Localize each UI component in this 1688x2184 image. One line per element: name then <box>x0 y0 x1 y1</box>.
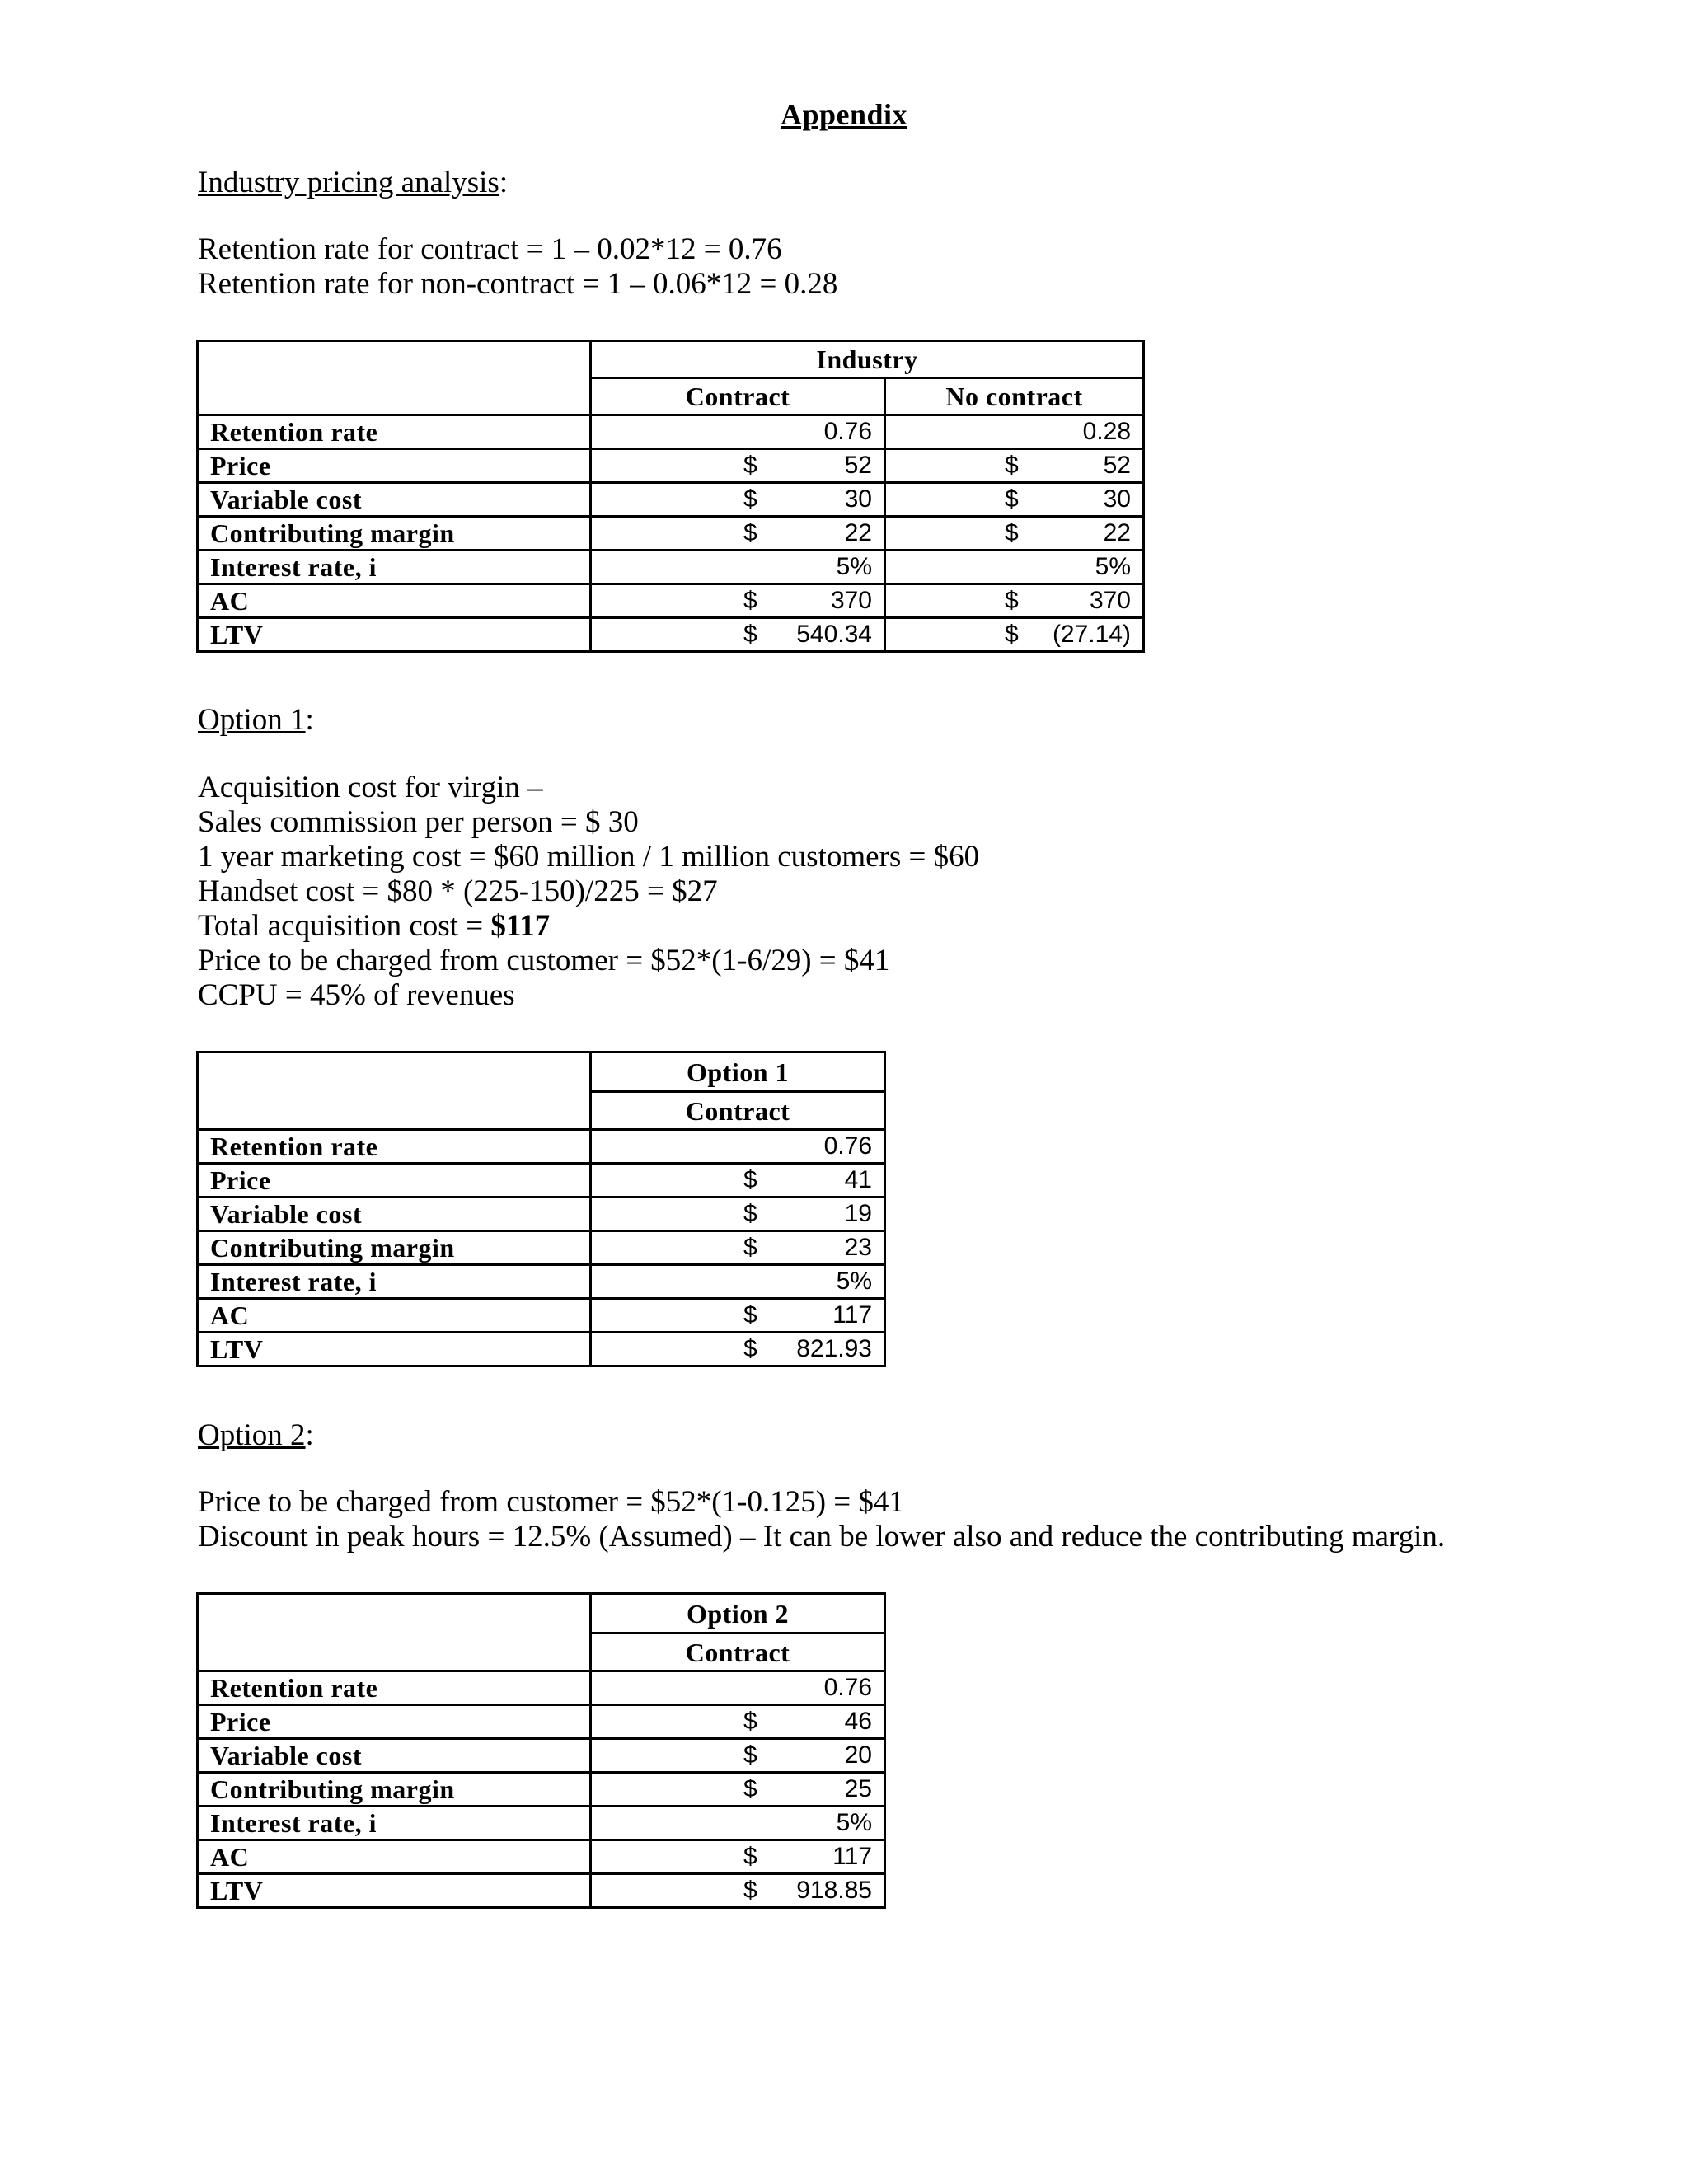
value-cell <box>885 517 1144 551</box>
cell-value: 370 <box>1089 587 1131 614</box>
column-header: No contract <box>885 378 1144 415</box>
text-line: Price to be charged from customer = $52*(1-0.125) = $41 <box>198 1485 904 1519</box>
row-label: Variable cost <box>198 483 591 517</box>
row-label: Variable cost <box>198 1739 591 1773</box>
table-row <box>198 1231 885 1265</box>
table-row <box>198 584 1144 618</box>
value-cell <box>591 1739 885 1773</box>
currency-symbol: $ <box>743 452 757 479</box>
option2-table <box>196 1592 886 1909</box>
text-line: Price to be charged from customer = $52*(1-6/29) = $41 <box>198 944 890 977</box>
row-label: Price <box>198 1705 591 1739</box>
table-row <box>198 1807 885 1840</box>
currency-symbol: $ <box>743 519 757 546</box>
currency-symbol: $ <box>743 1775 757 1802</box>
table-row <box>198 1739 885 1773</box>
table-row <box>198 1333 885 1366</box>
value-cell <box>591 1164 885 1197</box>
currency-symbol: $ <box>743 1741 757 1769</box>
currency-symbol: $ <box>1005 452 1019 479</box>
cell-value: 5% <box>836 1268 872 1295</box>
value-cell <box>591 1231 885 1265</box>
table-row <box>198 1705 885 1739</box>
cell-value: 117 <box>832 1301 872 1329</box>
value-cell <box>591 1265 885 1299</box>
table-corner <box>198 341 591 415</box>
table-row <box>198 517 1144 551</box>
industry-heading: Industry pricing analysis: <box>198 166 509 199</box>
text-line: Acquisition cost for virgin – <box>198 771 543 804</box>
table-row <box>198 1840 885 1874</box>
cell-value: 0.28 <box>1082 418 1131 445</box>
cell-value: 25 <box>844 1775 872 1802</box>
value-cell <box>591 517 885 551</box>
currency-symbol: $ <box>743 621 757 648</box>
table-row <box>198 1164 885 1197</box>
table-row <box>198 1773 885 1807</box>
table-row <box>198 551 1144 584</box>
value-cell <box>591 1773 885 1807</box>
cell-value: 52 <box>1103 452 1131 479</box>
value-cell <box>885 584 1144 618</box>
total-label: Total acquisition cost = <box>198 909 491 943</box>
table-corner <box>198 1052 591 1130</box>
value-cell <box>591 449 885 483</box>
total-value: $117 <box>490 909 551 943</box>
option1-table <box>196 1051 886 1367</box>
value-cell <box>591 1197 885 1231</box>
cell-value: 23 <box>844 1234 872 1261</box>
row-label: AC <box>198 1299 591 1333</box>
value-cell <box>591 1130 885 1164</box>
currency-symbol: $ <box>743 1166 757 1193</box>
value-cell <box>885 618 1144 652</box>
option2-text <box>198 1485 1445 1554</box>
total-acquisition-line <box>198 909 979 944</box>
option1-table-body <box>198 1130 885 1366</box>
table-row <box>198 1265 885 1299</box>
row-label: AC <box>198 584 591 618</box>
value-cell <box>591 1807 885 1840</box>
currency-symbol: $ <box>743 587 757 614</box>
text-line: Retention rate for non-contract = 1 – 0.06*12 = 0.28 <box>198 267 838 301</box>
value-cell <box>591 1840 885 1874</box>
row-label: Retention rate <box>198 415 591 449</box>
industry-text <box>198 232 837 302</box>
cell-value: 46 <box>844 1708 872 1735</box>
cell-value: 19 <box>844 1200 872 1227</box>
text-line: Handset cost = $80 * (225-150)/225 = $27 <box>198 874 718 908</box>
group-header: Industry <box>591 341 1144 378</box>
cell-value: 20 <box>844 1741 872 1769</box>
table-row <box>198 1874 885 1908</box>
cell-value: 821.93 <box>796 1335 872 1362</box>
cell-value: 5% <box>836 553 872 580</box>
industry-table <box>196 340 1145 653</box>
cell-value: 0.76 <box>823 1674 872 1701</box>
value-cell <box>591 415 885 449</box>
currency-symbol: $ <box>1005 485 1019 513</box>
column-header: Contract <box>591 378 885 415</box>
value-cell <box>591 584 885 618</box>
currency-symbol: $ <box>1005 519 1019 546</box>
row-label: Retention rate <box>198 1671 591 1705</box>
value-cell <box>591 483 885 517</box>
table-row <box>198 483 1144 517</box>
cell-value: 5% <box>836 1809 872 1836</box>
cell-value: 0.76 <box>823 418 872 445</box>
row-label: Price <box>198 449 591 483</box>
row-label: Variable cost <box>198 1197 591 1231</box>
table-row <box>198 415 1144 449</box>
currency-symbol: $ <box>1005 587 1019 614</box>
currency-symbol: $ <box>743 485 757 513</box>
table-corner <box>198 1594 591 1671</box>
value-cell <box>885 551 1144 584</box>
row-label: Retention rate <box>198 1130 591 1164</box>
option1-heading: Option 1: <box>198 703 314 737</box>
group-header: Option 1 <box>591 1052 885 1092</box>
table-row <box>198 449 1144 483</box>
row-label: LTV <box>198 618 591 652</box>
row-label: Price <box>198 1164 591 1197</box>
table-row <box>198 1671 885 1705</box>
cell-value: 30 <box>844 485 872 513</box>
value-cell <box>591 1671 885 1705</box>
cell-value: 918.85 <box>796 1877 872 1904</box>
currency-symbol: $ <box>743 1843 757 1870</box>
value-cell <box>591 1333 885 1366</box>
cell-value: 5% <box>1095 553 1131 580</box>
cell-value: 0.76 <box>823 1132 872 1160</box>
cell-value: (27.14) <box>1052 621 1131 648</box>
text-line: Discount in peak hours = 12.5% (Assumed) – It can be lower also and reduce the contributing margin. <box>198 1520 1446 1554</box>
value-cell <box>591 1874 885 1908</box>
cell-value: 41 <box>844 1166 872 1193</box>
row-label: Interest rate, i <box>198 1807 591 1840</box>
option1-heading-text: Option 1 <box>198 703 306 737</box>
value-cell <box>591 618 885 652</box>
text-line: Retention rate for contract = 1 – 0.02*12 = 0.76 <box>198 232 782 266</box>
cell-value: 370 <box>830 587 872 614</box>
column-header: Contract <box>591 1633 885 1671</box>
value-cell <box>591 551 885 584</box>
row-label: LTV <box>198 1333 591 1366</box>
column-header: Contract <box>591 1092 885 1130</box>
cell-value: 52 <box>844 452 872 479</box>
row-label: Contributing margin <box>198 517 591 551</box>
row-label: LTV <box>198 1874 591 1908</box>
industry-heading-text: Industry pricing analysis <box>198 166 499 199</box>
cell-value: 540.34 <box>796 621 872 648</box>
currency-symbol: $ <box>1005 621 1019 648</box>
table-row <box>198 1197 885 1231</box>
table-row <box>198 1130 885 1164</box>
currency-symbol: $ <box>743 1335 757 1362</box>
group-header: Option 2 <box>591 1594 885 1633</box>
row-label: Contributing margin <box>198 1231 591 1265</box>
currency-symbol: $ <box>743 1877 757 1904</box>
cell-value: 22 <box>1103 519 1131 546</box>
text-line: 1 year marketing cost = $60 million / 1 million customers = $60 <box>198 840 980 874</box>
value-cell <box>885 449 1144 483</box>
value-cell <box>885 415 1144 449</box>
row-label: Contributing margin <box>198 1773 591 1807</box>
option2-heading: Option 2: <box>198 1418 314 1452</box>
table-row <box>198 1299 885 1333</box>
value-cell <box>885 483 1144 517</box>
cell-value: 22 <box>844 519 872 546</box>
text-line: Sales commission per person = $ 30 <box>198 805 639 839</box>
value-cell <box>591 1299 885 1333</box>
cell-value: 117 <box>832 1843 872 1870</box>
currency-symbol: $ <box>743 1708 757 1735</box>
option2-table-body <box>198 1671 885 1908</box>
row-label: Interest rate, i <box>198 1265 591 1299</box>
page-title: Appendix <box>780 98 908 131</box>
currency-symbol: $ <box>743 1200 757 1227</box>
option2-heading-text: Option 2 <box>198 1418 306 1452</box>
currency-symbol: $ <box>743 1301 757 1329</box>
industry-table-body <box>198 415 1144 652</box>
row-label: Interest rate, i <box>198 551 591 584</box>
text-line: CCPU = 45% of revenues <box>198 978 515 1012</box>
currency-symbol: $ <box>743 1234 757 1261</box>
value-cell <box>591 1705 885 1739</box>
cell-value: 30 <box>1103 485 1131 513</box>
row-label: AC <box>198 1840 591 1874</box>
table-row <box>198 618 1144 652</box>
option1-text <box>198 771 979 1013</box>
